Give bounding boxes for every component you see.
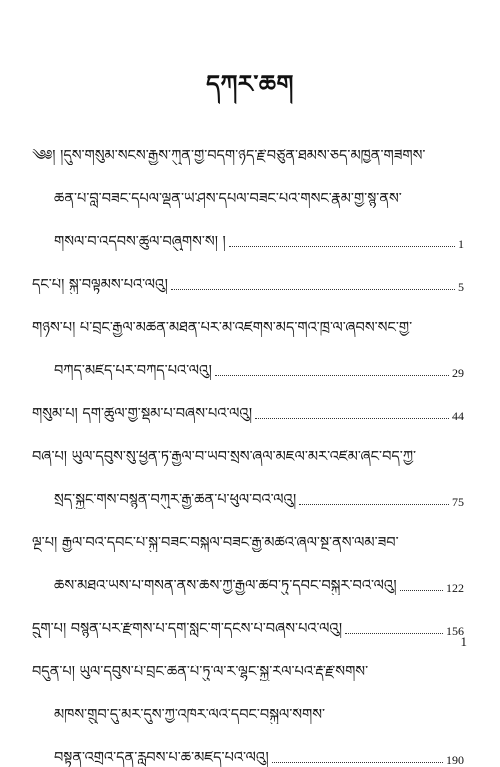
toc-entry-text: ༄༅། །དུས་གསུམ་སངས་རྒྱས་ཀུན་གྱི་བདག་ཉིད་རྗེ་བཙུན་ཐམས་ཅད་མཁྱེན་གཟིགས་	[32, 149, 426, 165]
dot-leader	[171, 288, 455, 290]
toc-page-number: 190	[446, 752, 464, 767]
toc-line[interactable]	[32, 337, 464, 380]
page-title: དཀར་ཆག	[206, 69, 294, 98]
toc-line[interactable]	[32, 251, 464, 294]
toc-entry-text: མཁས་གྲུབ་དུ་མར་དུས་ཀྱི་འཁོར་ལོའི་དབང་བསྐུལ་སོགས་	[54, 708, 326, 724]
toc-entry-text: ལྔ་པ། རྒྱལ་བའི་དབང་པོ་སྐུ་བཟང་བསྐལ་བཟང་རྒྱ་མཚོའི་ཞལ་སྔ་ནས་ལམ་ཟབ་	[32, 536, 399, 552]
table-of-contents	[32, 122, 464, 767]
toc-entry-text: ཆེན་པོ་བློ་བཟང་དཔལ་ལྡན་ཡེ་ཤེས་དཔལ་བཟང་པོའི་གསང་རྣམ་གྱི་སྙོ་ནས་	[54, 192, 402, 208]
toc-entry-text: དྲུག་པ། བསྙེན་པར་རྫོགས་པ་དགེ་སློང་གི་དངོས་པོ་བཞེས་པའི་ལེའུ།	[32, 622, 343, 638]
toc-entry-text: དང་པོ། སྐུ་བལྟམས་པའི་ལེའུ།	[32, 278, 168, 294]
toc-entry-text: གཉིས་པ། པོ་བྲང་རྒྱལ་མཚན་མཐོན་པོར་མི་འཛིགས་མེད་གེའི་ཁྲི་ལ་ཞབས་སེང་གྱི་	[32, 321, 413, 337]
dot-leader	[299, 503, 449, 505]
toc-entry-text: ཆོས་མཐའ་ཡས་པ་གསན་ནས་ཆོས་ཀྱི་རྒྱལ་ཚབ་ཏུ་དབང་བསྐུར་བའི་ལེའུ།	[54, 579, 397, 595]
dot-leader	[400, 589, 443, 591]
toc-line[interactable]	[32, 122, 464, 165]
dot-leader	[215, 374, 449, 376]
toc-page-number: 44	[452, 408, 464, 423]
page-number: 1	[460, 634, 467, 649]
toc-entry-text: བཀོད་མཛོད་པར་བཀོད་པའི་ལེའུ།	[54, 364, 212, 380]
toc-line[interactable]	[32, 509, 464, 552]
toc-page-number: 1	[458, 236, 464, 251]
toc-line[interactable]	[32, 595, 464, 638]
toc-entry-text: གསུམ་པ། དགེ་ཚུལ་གྱི་སྡོམ་པ་བཞེས་པའི་ལེའུ།	[32, 407, 253, 423]
toc-entry-text: བཞི་པ། ཡུལ་དབུས་སུ་ཕྱིན་ཏེ་རྒྱལ་བ་ཡབ་སྲས་ཞལ་མཇལ་མར་འཛོམ་ཞིང་བོད་ཀྱི་	[32, 450, 417, 466]
toc-line[interactable]	[32, 724, 464, 767]
toc-line[interactable]	[32, 638, 464, 681]
dot-leader	[255, 417, 449, 419]
toc-line[interactable]	[32, 681, 464, 724]
toc-line[interactable]	[32, 294, 464, 337]
toc-page-number: 156	[446, 623, 464, 638]
toc-line[interactable]	[32, 466, 464, 509]
toc-page-number: 5	[458, 279, 464, 294]
toc-page-number: 29	[452, 365, 464, 380]
toc-entry-text: སྲིད་སྐྱོང་གིས་བསྙེན་བཀུར་རྒྱ་ཆེན་པོ་ཕུལ་བའི་ལེའུ།	[54, 493, 297, 509]
toc-line[interactable]	[32, 552, 464, 595]
toc-entry-text: གསོལ་བ་འདེབས་ཚུལ་བཞུགས་སོ། །	[54, 235, 226, 251]
dot-leader	[272, 761, 443, 763]
dot-leader	[345, 632, 443, 634]
toc-page-number: 75	[452, 494, 464, 509]
toc-line[interactable]	[32, 208, 464, 251]
toc-line[interactable]	[32, 423, 464, 466]
toc-line[interactable]	[32, 165, 464, 208]
toc-entry-text: བདུན་པ། ཡུལ་དབུས་པོ་བྲང་ཆེན་པོ་ཏུ་ལ་ར་ལྷང་སྐྱ་རོལ་པའི་རྡོ་རྗེ་སོགས་	[32, 665, 369, 681]
toc-page-number: 122	[446, 580, 464, 595]
dot-leader	[229, 245, 455, 247]
toc-entry-text: བསྟན་འགྲོའི་དོན་རླབས་པོ་ཆེ་མཛད་པའི་ལེའུ།	[54, 751, 269, 767]
toc-line[interactable]	[32, 380, 464, 423]
